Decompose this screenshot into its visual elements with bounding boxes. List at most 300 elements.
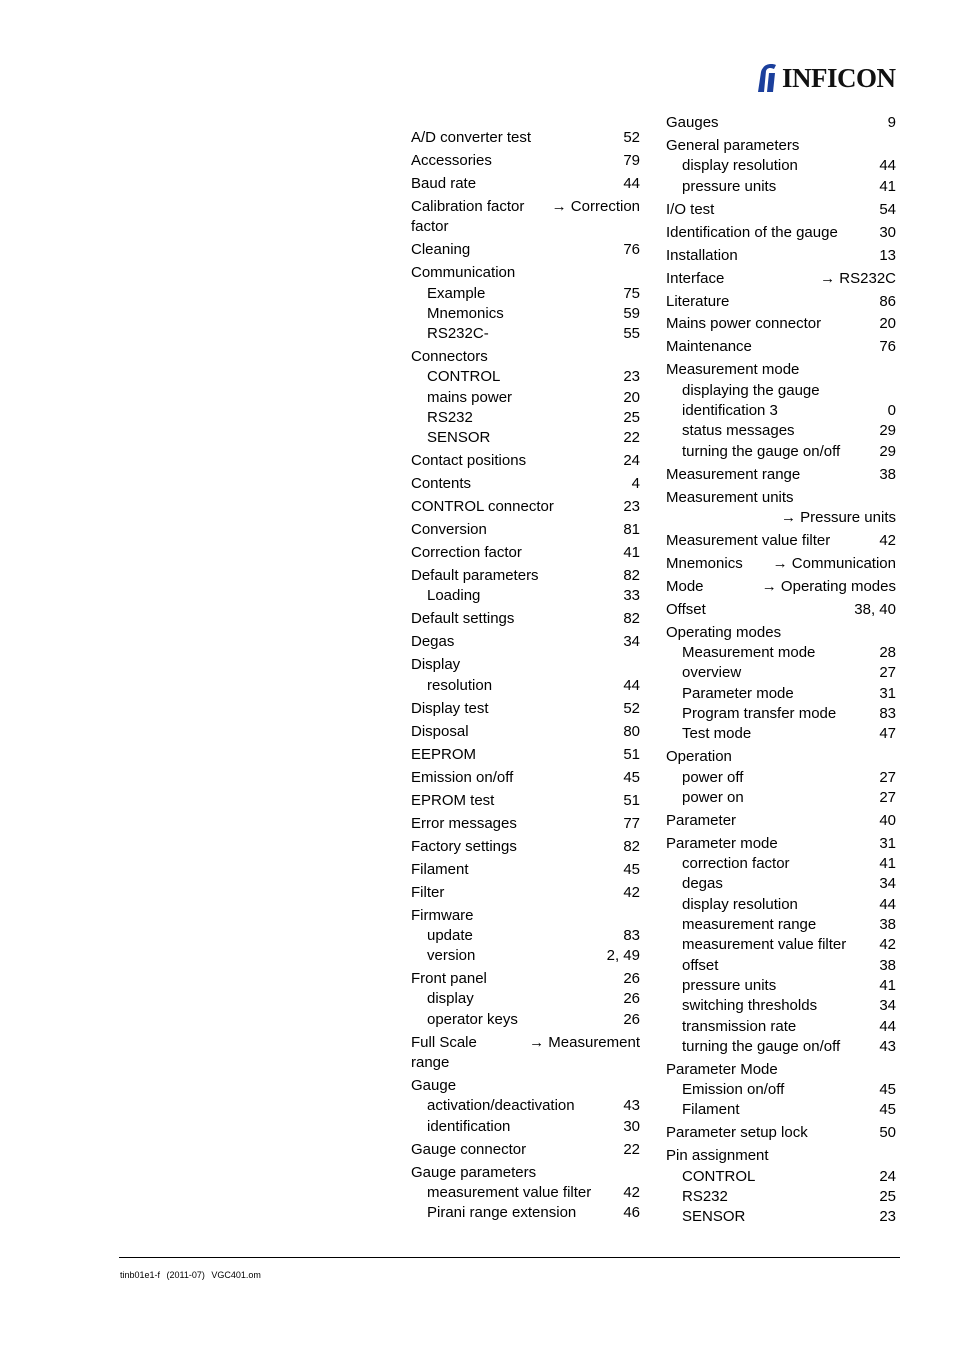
index-subentry-line bbox=[411, 304, 640, 324]
index-page-number: 44 bbox=[879, 1017, 896, 1035]
index-term: Offset bbox=[666, 600, 706, 618]
index-page-number: 2, 49 bbox=[606, 947, 640, 965]
index-entry-line bbox=[411, 451, 640, 471]
index-entry bbox=[411, 240, 640, 260]
index-subentry-line bbox=[666, 421, 896, 441]
index-subentry-line bbox=[666, 1187, 896, 1207]
index-entry-line bbox=[411, 347, 640, 367]
index-term-continuation: range bbox=[411, 1054, 450, 1072]
index-entry bbox=[411, 1163, 640, 1224]
index-page-number: 34 bbox=[879, 997, 896, 1015]
index-subentry-line bbox=[666, 915, 896, 935]
index-subterm: CONTROL bbox=[427, 368, 501, 386]
index-page-number: 34 bbox=[879, 875, 896, 893]
index-entry-line bbox=[666, 292, 896, 312]
index-entry bbox=[411, 1140, 640, 1160]
index-term: Filter bbox=[411, 883, 445, 901]
index-subterm: measurement range bbox=[682, 916, 817, 934]
index-page-number: 86 bbox=[879, 292, 896, 310]
index-entry bbox=[666, 554, 896, 574]
index-entry-line bbox=[411, 474, 640, 494]
index-entry bbox=[666, 834, 896, 1057]
index-page-number: 23 bbox=[879, 1208, 896, 1226]
index-entry-line bbox=[666, 747, 896, 767]
index-entry-line bbox=[411, 1163, 640, 1183]
index-term: Default settings bbox=[411, 610, 515, 628]
index-term: Display test bbox=[411, 699, 489, 717]
index-page-number: 50 bbox=[879, 1124, 896, 1142]
index-page-number: 41 bbox=[623, 544, 640, 562]
index-term: Gauge connector bbox=[411, 1140, 527, 1158]
index-subentry-line bbox=[666, 788, 896, 808]
index-entry-line bbox=[411, 969, 640, 989]
index-term: Interface bbox=[666, 269, 725, 287]
index-term: Firmware bbox=[411, 906, 474, 924]
index-entry bbox=[411, 745, 640, 765]
index-subentry-line bbox=[666, 1100, 896, 1120]
index-subterm: Example bbox=[427, 284, 486, 302]
index-entry-line bbox=[411, 814, 640, 834]
index-page-number: 38 bbox=[879, 956, 896, 974]
index-subentry-line bbox=[666, 643, 896, 663]
index-term: Mnemonics bbox=[666, 554, 743, 572]
index-page-number: 45 bbox=[623, 860, 640, 878]
index-entry bbox=[666, 314, 896, 334]
index-subentry-line bbox=[666, 1037, 896, 1057]
index-subterm: Filament bbox=[682, 1101, 740, 1119]
index-entry-line bbox=[411, 906, 640, 926]
index-page-number: 82 bbox=[623, 837, 640, 855]
index-entry bbox=[666, 488, 896, 529]
index-entry bbox=[411, 699, 640, 719]
index-subterm: display bbox=[427, 990, 474, 1008]
index-page-number: 13 bbox=[879, 246, 896, 264]
index-page-number: 82 bbox=[623, 567, 640, 585]
index-subterm: RS232 bbox=[682, 1187, 728, 1205]
index-entry bbox=[411, 474, 640, 494]
index-entry-line bbox=[666, 246, 896, 266]
index-term: Measurement value filter bbox=[666, 531, 831, 549]
index-page-number: 43 bbox=[879, 1037, 896, 1055]
index-subterm: switching thresholds bbox=[682, 997, 818, 1015]
index-page-number: 51 bbox=[623, 791, 640, 809]
index-page-number: 9 bbox=[887, 114, 896, 131]
index-subentry-line bbox=[666, 996, 896, 1016]
index-subterm: resolution bbox=[427, 676, 493, 694]
index-entry bbox=[666, 223, 896, 243]
index-subterm: Loading bbox=[427, 587, 481, 605]
index-entry-line bbox=[666, 465, 896, 485]
index-term: Operating modes bbox=[666, 623, 782, 641]
index-page-number: 41 bbox=[879, 177, 896, 195]
index-entry bbox=[411, 722, 640, 742]
index-page-number: 25 bbox=[623, 408, 640, 426]
index-entry-line bbox=[666, 600, 896, 620]
index-subentry-line bbox=[411, 586, 640, 606]
index-subterm: RS232C- bbox=[427, 325, 489, 343]
index-subterm: identification 3 bbox=[682, 402, 778, 420]
index-page-number: 28 bbox=[879, 644, 896, 662]
index-term: Emission on/off bbox=[411, 768, 514, 786]
index-entry-line bbox=[411, 520, 640, 540]
index-entry bbox=[411, 174, 640, 194]
index-cross-reference: → Measurement bbox=[529, 1033, 640, 1051]
index-cross-reference: → RS232C bbox=[820, 269, 896, 287]
index-term: Error messages bbox=[411, 814, 517, 832]
index-entry bbox=[411, 497, 640, 517]
footer-rule bbox=[119, 1257, 900, 1258]
index-subterm: Test mode bbox=[682, 725, 752, 743]
index-entry bbox=[666, 360, 896, 461]
index-entry bbox=[666, 337, 896, 357]
index-page-number: 30 bbox=[879, 223, 896, 241]
index-subterm: mains power bbox=[427, 388, 513, 406]
index-entry-line bbox=[411, 722, 640, 742]
index-entry-line bbox=[411, 1076, 640, 1096]
index-entry-line bbox=[666, 1123, 896, 1143]
index-term: Measurement units bbox=[666, 488, 794, 506]
index-subentry-line bbox=[411, 367, 640, 387]
index-subentry-line bbox=[411, 676, 640, 696]
index-subterm: version bbox=[427, 947, 476, 965]
index-entry bbox=[666, 747, 896, 808]
index-subterm: pressure units bbox=[682, 976, 777, 994]
index-page-number: 42 bbox=[879, 531, 896, 549]
index-entry-line bbox=[411, 197, 640, 217]
index-subterm: turning the gauge on/off bbox=[682, 442, 841, 460]
index-page-number: 33 bbox=[623, 587, 640, 605]
index-subterm: Measurement mode bbox=[682, 644, 816, 662]
index-subentry-line bbox=[411, 926, 640, 946]
index-column-right bbox=[666, 113, 896, 1230]
index-page-number: 40 bbox=[879, 811, 896, 829]
index-term: Accessories bbox=[411, 151, 492, 169]
index-page-number: 52 bbox=[623, 699, 640, 717]
index-entry bbox=[666, 577, 896, 597]
index-entry-line bbox=[666, 223, 896, 243]
index-term: Parameter mode bbox=[666, 834, 778, 852]
index-entry bbox=[411, 655, 640, 696]
index-entry bbox=[411, 451, 640, 471]
index-page-number: 76 bbox=[879, 338, 896, 356]
inficon-logo bbox=[754, 62, 896, 94]
index-subterm: measurement value filter bbox=[427, 1183, 592, 1201]
inficon-logo-mark-icon bbox=[754, 62, 780, 94]
index-entry bbox=[411, 543, 640, 563]
index-page-number: 55 bbox=[623, 325, 640, 343]
index-page-number: 34 bbox=[623, 633, 640, 651]
index-subterm: offset bbox=[682, 956, 719, 974]
index-subterm: Program transfer mode bbox=[682, 705, 837, 723]
index-page-number: 4 bbox=[631, 475, 640, 493]
index-term: Connectors bbox=[411, 348, 488, 366]
index-subentry-line bbox=[666, 156, 896, 176]
index-entry-line bbox=[666, 623, 896, 643]
index-page-number: 76 bbox=[623, 241, 640, 259]
index-term: Baud rate bbox=[411, 174, 477, 192]
index-page-number: 42 bbox=[879, 936, 896, 954]
index-page-number: 83 bbox=[623, 926, 640, 944]
index-entry bbox=[411, 768, 640, 788]
index-page-number: 31 bbox=[879, 834, 896, 852]
index-page-number: 24 bbox=[879, 1167, 896, 1185]
index-entry bbox=[411, 566, 640, 607]
index-page-number: 25 bbox=[879, 1187, 896, 1205]
index-term: Degas bbox=[411, 633, 455, 651]
index-page-number: 27 bbox=[879, 768, 896, 786]
index-subterm: power off bbox=[682, 768, 744, 786]
index-subentry-line bbox=[411, 946, 640, 966]
index-subterm: operator keys bbox=[427, 1010, 518, 1028]
index-subterm: CONTROL bbox=[682, 1167, 756, 1185]
index-page-number: 45 bbox=[879, 1101, 896, 1119]
index-entry bbox=[411, 632, 640, 652]
index-term: General parameters bbox=[666, 136, 800, 154]
index-entry-line bbox=[411, 632, 640, 652]
index-entry-line bbox=[411, 566, 640, 586]
index-page-number: 54 bbox=[879, 200, 896, 218]
index-entry-line bbox=[411, 497, 640, 517]
index-term: EPROM test bbox=[411, 791, 495, 809]
index-entry-line bbox=[666, 577, 896, 597]
index-term: Parameter setup lock bbox=[666, 1124, 808, 1142]
index-entry-line bbox=[666, 360, 896, 380]
index-entry bbox=[411, 609, 640, 629]
index-subentry-line bbox=[666, 935, 896, 955]
index-entry-line bbox=[411, 1033, 640, 1053]
index-entry-line bbox=[411, 263, 640, 283]
index-term: EEPROM bbox=[411, 745, 477, 763]
index-term: Measurement range bbox=[666, 465, 801, 483]
index-subentry-line bbox=[411, 428, 640, 448]
index-cross-reference: → Operating modes bbox=[761, 577, 896, 595]
index-page-number: 43 bbox=[623, 1097, 640, 1115]
index-subentry-line bbox=[411, 324, 640, 344]
index-entry-line bbox=[666, 488, 896, 508]
index-page-number: 77 bbox=[623, 814, 640, 832]
index-entry-line bbox=[411, 1140, 640, 1160]
index-page-number: 23 bbox=[623, 498, 640, 516]
index-page-number: 27 bbox=[879, 788, 896, 806]
logo-wordmark: INFICON bbox=[782, 62, 896, 93]
index-subentry-line bbox=[666, 854, 896, 874]
index-entry-line bbox=[411, 128, 640, 148]
index-subentry-line bbox=[666, 1080, 896, 1100]
index-subentry-line bbox=[666, 704, 896, 724]
index-term: Calibration factor bbox=[411, 197, 525, 215]
index-entry bbox=[666, 623, 896, 745]
index-subentry-line bbox=[411, 1117, 640, 1137]
index-page-number: 27 bbox=[879, 664, 896, 682]
index-page-number: 51 bbox=[623, 745, 640, 763]
index-entry bbox=[666, 465, 896, 485]
index-page-number: 23 bbox=[623, 368, 640, 386]
index-term: Maintenance bbox=[666, 338, 752, 356]
index-page-number: 0 bbox=[887, 402, 896, 420]
index-entry-line bbox=[666, 136, 896, 156]
index-subentry-line bbox=[666, 724, 896, 744]
index-entry-line bbox=[666, 314, 896, 334]
index-entry-line bbox=[411, 609, 640, 629]
index-entry bbox=[666, 292, 896, 312]
index-page-number: 52 bbox=[623, 129, 640, 146]
index-subterm: pressure units bbox=[682, 177, 777, 195]
index-term: Measurement mode bbox=[666, 361, 800, 379]
index-subentry-line bbox=[666, 956, 896, 976]
index-page-number: 75 bbox=[623, 284, 640, 302]
index-entry bbox=[411, 860, 640, 880]
index-entry bbox=[411, 883, 640, 903]
index-subentry-line bbox=[666, 874, 896, 894]
index-subterm: identification bbox=[427, 1117, 511, 1135]
index-term: Operation bbox=[666, 748, 732, 766]
index-subentry-line bbox=[411, 1183, 640, 1203]
index-term: Communication bbox=[411, 264, 516, 282]
index-page-number: 45 bbox=[879, 1081, 896, 1099]
index-term: Conversion bbox=[411, 521, 487, 539]
index-entry bbox=[411, 151, 640, 171]
index-page-number: 26 bbox=[623, 970, 640, 988]
index-page-number: 41 bbox=[879, 855, 896, 873]
index-term: Gauge bbox=[411, 1077, 457, 1095]
index-page-number: 59 bbox=[623, 304, 640, 322]
index-subentry-line bbox=[666, 895, 896, 915]
index-subterm: measurement value filter bbox=[682, 936, 847, 954]
index-page-number: 24 bbox=[623, 452, 640, 470]
index-page-number: 47 bbox=[879, 725, 896, 743]
index-entry bbox=[666, 531, 896, 551]
index-subterm: displaying the gauge bbox=[682, 381, 820, 399]
index-entry-line bbox=[411, 791, 640, 811]
index-term: Correction factor bbox=[411, 544, 522, 562]
index-subterm: power on bbox=[682, 788, 744, 806]
index-subterm: display resolution bbox=[682, 895, 798, 913]
index-entry bbox=[411, 837, 640, 857]
index-term: Front panel bbox=[411, 970, 487, 988]
index-term: Parameter bbox=[666, 811, 737, 829]
index-entry-line bbox=[411, 174, 640, 194]
index-entry bbox=[666, 246, 896, 266]
index-entry bbox=[411, 128, 640, 148]
index-term: Parameter Mode bbox=[666, 1060, 778, 1078]
index-entry-line bbox=[411, 655, 640, 675]
index-entry bbox=[411, 906, 640, 967]
index-term: Pin assignment bbox=[666, 1147, 769, 1165]
footer-text: tinb01e1-f (2011-07) VGC401.om bbox=[120, 1270, 261, 1280]
index-term-continuation: factor bbox=[411, 218, 449, 236]
index-term: CONTROL connector bbox=[411, 498, 554, 516]
index-entry-line bbox=[411, 151, 640, 171]
index-page-number: 42 bbox=[623, 1183, 640, 1201]
index-page-number: 29 bbox=[879, 422, 896, 440]
index-page-number: 22 bbox=[623, 429, 640, 447]
index-term: Display bbox=[411, 656, 461, 674]
index-subentry-line bbox=[666, 442, 896, 462]
index-term: Mode bbox=[666, 577, 704, 595]
index-entry bbox=[411, 520, 640, 540]
index-entry-line bbox=[411, 240, 640, 260]
index-page-number: 22 bbox=[623, 1140, 640, 1158]
index-entry bbox=[666, 600, 896, 620]
index-term: Gauges bbox=[666, 114, 719, 131]
index-entry bbox=[666, 811, 896, 831]
index-term: Gauge parameters bbox=[411, 1163, 537, 1181]
index-page-number: 42 bbox=[623, 883, 640, 901]
index-term: Contact positions bbox=[411, 452, 527, 470]
index-subentry-line bbox=[411, 1096, 640, 1116]
index-term: Cleaning bbox=[411, 241, 471, 259]
index-subterm: Emission on/off bbox=[682, 1081, 785, 1099]
index-page-number: 44 bbox=[879, 895, 896, 913]
index-subentry-line bbox=[666, 976, 896, 996]
index-entry-line bbox=[666, 337, 896, 357]
index-term: Identification of the gauge bbox=[666, 223, 838, 241]
index-entry-line bbox=[411, 883, 640, 903]
index-entry-line bbox=[411, 768, 640, 788]
index-subentry-line bbox=[411, 1010, 640, 1030]
index-subentry-line bbox=[666, 1017, 896, 1037]
index-subentry-line bbox=[666, 663, 896, 683]
index-entry-line bbox=[411, 699, 640, 719]
index-page-number: 29 bbox=[879, 442, 896, 460]
index-subterm: display resolution bbox=[682, 157, 798, 175]
index-term: Factory settings bbox=[411, 837, 517, 855]
index-entry-line bbox=[666, 811, 896, 831]
index-entry bbox=[666, 1146, 896, 1227]
index-page-number: 44 bbox=[623, 676, 640, 694]
index-subentry-line bbox=[666, 177, 896, 197]
index-page-number: 83 bbox=[879, 705, 896, 723]
index-subterm: turning the gauge on/off bbox=[682, 1037, 841, 1055]
index-cross-reference: → Pressure units bbox=[780, 508, 896, 526]
index-page-number: 30 bbox=[623, 1117, 640, 1135]
index-entry bbox=[411, 791, 640, 811]
index-subentry-line bbox=[666, 381, 896, 401]
index-page-number: 20 bbox=[879, 315, 896, 333]
index-column-left bbox=[411, 128, 640, 1226]
index-page-number: 38 bbox=[879, 916, 896, 934]
index-subentry-line bbox=[666, 1167, 896, 1187]
index-term: Default parameters bbox=[411, 567, 539, 585]
index-page-number: 46 bbox=[623, 1204, 640, 1222]
index-page-number: 44 bbox=[623, 174, 640, 192]
index-subterm: SENSOR bbox=[682, 1208, 746, 1226]
index-entry-line bbox=[411, 860, 640, 880]
index-entry bbox=[666, 1123, 896, 1143]
index-subentry-line bbox=[411, 989, 640, 1009]
index-entry bbox=[411, 814, 640, 834]
index-entry-line bbox=[666, 834, 896, 854]
index-subterm: status messages bbox=[682, 422, 795, 440]
index-page-number: 31 bbox=[879, 684, 896, 702]
index-subentry-line bbox=[666, 768, 896, 788]
index-page-number: 79 bbox=[623, 151, 640, 169]
index-page-number: 26 bbox=[623, 990, 640, 1008]
index-subterm: degas bbox=[682, 875, 723, 893]
index-entry bbox=[666, 200, 896, 220]
index-entry-line bbox=[666, 1060, 896, 1080]
index-entry bbox=[411, 347, 640, 448]
index-entry bbox=[666, 113, 896, 133]
index-term: Disposal bbox=[411, 722, 469, 740]
index-page-number: 81 bbox=[623, 521, 640, 539]
index-term: A/D converter test bbox=[411, 129, 532, 146]
index-entry-line bbox=[411, 543, 640, 563]
index-entry bbox=[411, 197, 640, 238]
index-subentry-line bbox=[411, 284, 640, 304]
index-subterm: RS232 bbox=[427, 408, 473, 426]
index-subentry-line bbox=[411, 1203, 640, 1223]
